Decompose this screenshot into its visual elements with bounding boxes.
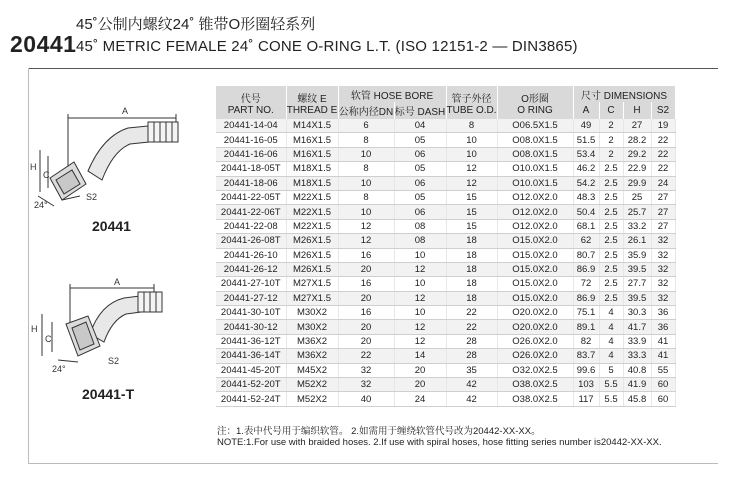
cell-a: 51.5 — [573, 133, 599, 147]
cell-part: 20441-22-08 — [216, 219, 286, 233]
cell-part: 20441-26-12 — [216, 262, 286, 276]
col-hose-bore: 软管 HOSE BORE — [338, 86, 446, 102]
cell-c: 2.5 — [599, 291, 623, 305]
angle-label-t: 24° — [52, 364, 66, 374]
fitting-drawing-20441 — [28, 96, 198, 216]
header-divider — [28, 68, 718, 69]
cell-s2: 36 — [651, 320, 675, 334]
title-chinese: 45˚公制内螺纹24˚ 锥带O形圈轻系列 — [76, 16, 316, 33]
cell-part: 20441-52-20T — [216, 378, 286, 392]
cell-tube: 15 — [446, 205, 497, 219]
cell-dash: 20 — [394, 363, 446, 377]
cell-c: 2.5 — [599, 234, 623, 248]
cell-s2: 32 — [651, 248, 675, 262]
cell-thread: M36X2 — [286, 334, 338, 348]
fitting-drawing-20441-t — [28, 276, 198, 376]
cell-dash: 20 — [394, 378, 446, 392]
dim-s2-label: S2 — [86, 192, 98, 202]
cell-h: 29.2 — [623, 147, 651, 161]
cell-h: 27.7 — [623, 277, 651, 291]
cell-oring: O12.0X2.0 — [497, 190, 573, 204]
dim-s2-label-t: S2 — [108, 356, 120, 366]
cell-s2: 22 — [651, 133, 675, 147]
cell-s2: 36 — [651, 306, 675, 320]
cell-dn: 10 — [338, 147, 394, 161]
cell-s2: 19 — [651, 119, 675, 133]
cell-tube: 18 — [446, 234, 497, 248]
cell-h: 39.5 — [623, 291, 651, 305]
cell-a: 82 — [573, 334, 599, 348]
cell-a: 48.3 — [573, 190, 599, 204]
cell-thread: M27X1.5 — [286, 291, 338, 305]
cell-part: 20441-52-24T — [216, 392, 286, 406]
cell-tube: 18 — [446, 291, 497, 305]
cell-h: 33.2 — [623, 219, 651, 233]
cell-oring: O10.0X1.5 — [497, 176, 573, 190]
cell-tube: 22 — [446, 320, 497, 334]
cell-tube: 18 — [446, 248, 497, 262]
cell-a: 50.4 — [573, 205, 599, 219]
cell-oring: O12.0X2.0 — [497, 219, 573, 233]
cell-a: 46.2 — [573, 162, 599, 176]
cell-tube: 42 — [446, 378, 497, 392]
cell-s2: 22 — [651, 162, 675, 176]
cell-tube: 10 — [446, 147, 497, 161]
cell-dash: 06 — [394, 205, 446, 219]
cell-h: 29.9 — [623, 176, 651, 190]
table-row — [216, 349, 675, 363]
cell-a: 72 — [573, 277, 599, 291]
table-row — [216, 306, 675, 320]
cell-dash: 10 — [394, 306, 446, 320]
cell-thread: M26X1.5 — [286, 248, 338, 262]
cell-tube: 18 — [446, 277, 497, 291]
cell-part: 20441-16-05 — [216, 133, 286, 147]
cell-thread: M52X2 — [286, 392, 338, 406]
cell-thread: M26X1.5 — [286, 262, 338, 276]
cell-dn: 8 — [338, 190, 394, 204]
cell-dash: 24 — [394, 392, 446, 406]
cell-s2: 22 — [651, 147, 675, 161]
cell-c: 2.5 — [599, 248, 623, 262]
cell-c: 5.5 — [599, 378, 623, 392]
cell-oring: O20.0X2.0 — [497, 306, 573, 320]
cell-s2: 27 — [651, 205, 675, 219]
cell-dn: 20 — [338, 291, 394, 305]
cell-dn: 40 — [338, 392, 394, 406]
cell-h: 40.8 — [623, 363, 651, 377]
cell-dash: 12 — [394, 320, 446, 334]
table-row — [216, 219, 675, 233]
cell-dn: 8 — [338, 162, 394, 176]
cell-part: 20441-22-05T — [216, 190, 286, 204]
cell-oring: O15.0X2.0 — [497, 262, 573, 276]
table-row — [216, 277, 675, 291]
note-chinese: 注：1.表中代号用于编织软管。 2.如需用于缠绕软管代号改为20442-XX-XX。 — [217, 426, 541, 437]
cell-h: 30.3 — [623, 306, 651, 320]
cell-dash: 12 — [394, 334, 446, 348]
cell-thread: M22X1.5 — [286, 190, 338, 204]
cell-oring: O20.0X2.0 — [497, 320, 573, 334]
cell-a: 86.9 — [573, 262, 599, 276]
cell-part: 20441-36-14T — [216, 349, 286, 363]
cell-oring: O10.0X1.5 — [497, 162, 573, 176]
col-a: A — [573, 102, 599, 119]
cell-oring: O15.0X2.0 — [497, 291, 573, 305]
dim-c-label-t: C — [45, 334, 52, 344]
cell-tube: 12 — [446, 176, 497, 190]
table-row — [216, 190, 675, 204]
cell-c: 4 — [599, 306, 623, 320]
cell-thread: M18X1.5 — [286, 176, 338, 190]
cell-part: 20441-18-06 — [216, 176, 286, 190]
cell-thread: M14X1.5 — [286, 119, 338, 133]
cell-tube: 12 — [446, 162, 497, 176]
cell-part: 20441-30-12 — [216, 320, 286, 334]
dim-a-label: A — [122, 106, 129, 116]
cell-c: 4 — [599, 334, 623, 348]
tube-header-en: TUBE O.D. — [446, 104, 497, 116]
cell-oring: O38.0X2.5 — [497, 392, 573, 406]
table-row — [216, 147, 675, 161]
cell-part: 20441-18-05T — [216, 162, 286, 176]
cell-c: 2.5 — [599, 162, 623, 176]
cell-thread: M26X1.5 — [286, 234, 338, 248]
cell-dn: 32 — [338, 363, 394, 377]
part-header-en: PART NO. — [227, 104, 274, 116]
dim-a-label-t: A — [114, 277, 121, 287]
cell-dn: 32 — [338, 378, 394, 392]
cell-c: 2 — [599, 147, 623, 161]
cell-thread: M30X2 — [286, 306, 338, 320]
cell-h: 41.7 — [623, 320, 651, 334]
title-english: 45˚ METRIC FEMALE 24˚ CONE O-RING L.T. (ISO 12151-2 — DIN3865) — [76, 38, 578, 55]
cell-a: 99.6 — [573, 363, 599, 377]
cell-dash: 12 — [394, 291, 446, 305]
table-row — [216, 176, 675, 190]
cell-oring: O06.5X1.5 — [497, 119, 573, 133]
table-row — [216, 392, 675, 406]
cell-a: 49 — [573, 119, 599, 133]
cell-s2: 55 — [651, 363, 675, 377]
cell-oring: O12.0X2.0 — [497, 205, 573, 219]
cell-c: 2.5 — [599, 176, 623, 190]
cell-s2: 24 — [651, 176, 675, 190]
table-row — [216, 334, 675, 348]
cell-s2: 60 — [651, 392, 675, 406]
cell-s2: 27 — [651, 190, 675, 204]
dim-h-label: H — [30, 162, 37, 172]
col-tube — [446, 86, 497, 119]
cell-tube: 28 — [446, 334, 497, 348]
figure-label-20441: 20441 — [92, 218, 131, 234]
cell-c: 2 — [599, 133, 623, 147]
cell-c: 4 — [599, 320, 623, 334]
cell-dn: 16 — [338, 248, 394, 262]
cell-c: 5 — [599, 363, 623, 377]
frame-bottom — [28, 463, 718, 464]
cell-h: 25 — [623, 190, 651, 204]
cell-tube: 15 — [446, 219, 497, 233]
cell-tube: 35 — [446, 363, 497, 377]
cell-thread: M45X2 — [286, 363, 338, 377]
cell-thread: M18X1.5 — [286, 162, 338, 176]
cell-thread: M30X2 — [286, 320, 338, 334]
cell-a: 86.9 — [573, 291, 599, 305]
table-row — [216, 234, 675, 248]
table-row — [216, 133, 675, 147]
figure-label-20441-t: 20441-T — [82, 386, 135, 402]
cell-tube: 28 — [446, 349, 497, 363]
cell-oring: O08.0X1.5 — [497, 147, 573, 161]
cell-s2: 32 — [651, 277, 675, 291]
spec-table — [216, 86, 676, 407]
cell-thread: M22X1.5 — [286, 219, 338, 233]
cell-a: 80.7 — [573, 248, 599, 262]
cell-dn: 12 — [338, 234, 394, 248]
cell-dn: 6 — [338, 119, 394, 133]
cell-a: 89.1 — [573, 320, 599, 334]
cell-c: 2.5 — [599, 190, 623, 204]
cell-part: 20441-27-10T — [216, 277, 286, 291]
cell-dash: 10 — [394, 277, 446, 291]
col-s2: S2 — [651, 102, 675, 119]
table-row — [216, 162, 675, 176]
cell-s2: 41 — [651, 334, 675, 348]
cell-c: 4 — [599, 349, 623, 363]
table-row — [216, 262, 675, 276]
cell-oring: O15.0X2.0 — [497, 234, 573, 248]
cell-dash: 08 — [394, 234, 446, 248]
cell-h: 33.3 — [623, 349, 651, 363]
angle-label: 24° — [34, 200, 48, 210]
table-row — [216, 119, 675, 133]
cell-dash: 05 — [394, 133, 446, 147]
cell-c: 2 — [599, 119, 623, 133]
cell-dash: 12 — [394, 262, 446, 276]
cell-tube: 8 — [446, 119, 497, 133]
cell-a: 83.7 — [573, 349, 599, 363]
cell-thread: M27X1.5 — [286, 277, 338, 291]
cell-h: 39.5 — [623, 262, 651, 276]
cell-dash: 10 — [394, 248, 446, 262]
cell-dn: 16 — [338, 306, 394, 320]
cell-c: 2.5 — [599, 262, 623, 276]
spec-table-body — [216, 119, 675, 406]
cell-dn: 20 — [338, 262, 394, 276]
cell-dn: 20 — [338, 320, 394, 334]
part-code: 20441 — [10, 31, 77, 57]
thread-header-cn: 螺纹 E — [297, 93, 327, 105]
cell-a: 117 — [573, 392, 599, 406]
cell-dash: 14 — [394, 349, 446, 363]
table-row — [216, 291, 675, 305]
cell-h: 41.9 — [623, 378, 651, 392]
cell-h: 28.2 — [623, 133, 651, 147]
col-part — [216, 86, 286, 119]
cell-part: 20441-14-04 — [216, 119, 286, 133]
cell-dash: 05 — [394, 162, 446, 176]
cell-part: 20441-45-20T — [216, 363, 286, 377]
cell-h: 27 — [623, 119, 651, 133]
cell-h: 33.9 — [623, 334, 651, 348]
cell-a: 68.1 — [573, 219, 599, 233]
cell-h: 25.7 — [623, 205, 651, 219]
cell-thread: M16X1.5 — [286, 147, 338, 161]
table-row — [216, 378, 675, 392]
cell-dash: 05 — [394, 190, 446, 204]
cell-part: 20441-27-12 — [216, 291, 286, 305]
col-dash: 标号 DASH — [394, 102, 446, 119]
col-dn: 公称内径DN — [338, 102, 394, 119]
col-dimensions: 尺寸 DIMENSIONS — [573, 86, 675, 102]
cell-tube: 22 — [446, 306, 497, 320]
cell-thread: M36X2 — [286, 349, 338, 363]
cell-oring: O08.0X1.5 — [497, 133, 573, 147]
col-thread — [286, 86, 338, 119]
cell-s2: 60 — [651, 378, 675, 392]
cell-dash: 08 — [394, 219, 446, 233]
cell-thread: M22X1.5 — [286, 205, 338, 219]
cell-h: 45.8 — [623, 392, 651, 406]
cell-c: 2.5 — [599, 277, 623, 291]
cell-h: 26.1 — [623, 234, 651, 248]
cell-h: 22.9 — [623, 162, 651, 176]
table-row — [216, 205, 675, 219]
part-header-cn: 代号 — [240, 93, 261, 105]
cell-tube: 18 — [446, 262, 497, 276]
table-row — [216, 320, 675, 334]
cell-part: 20441-26-10 — [216, 248, 286, 262]
cell-h: 35.9 — [623, 248, 651, 262]
cell-dn: 10 — [338, 205, 394, 219]
cell-a: 54.2 — [573, 176, 599, 190]
cell-tube: 15 — [446, 190, 497, 204]
cell-s2: 32 — [651, 291, 675, 305]
cell-part: 20441-22-06T — [216, 205, 286, 219]
cell-dn: 16 — [338, 277, 394, 291]
cell-dn: 20 — [338, 334, 394, 348]
cell-s2: 27 — [651, 219, 675, 233]
cell-dn: 22 — [338, 349, 394, 363]
cell-part: 20441-16-06 — [216, 147, 286, 161]
cell-part: 20441-26-08T — [216, 234, 286, 248]
oring-header-cn: O形圈 — [521, 93, 549, 105]
cell-part: 20441-30-10T — [216, 306, 286, 320]
cell-dash: 06 — [394, 176, 446, 190]
cell-s2: 32 — [651, 234, 675, 248]
cell-a: 75.1 — [573, 306, 599, 320]
cell-oring: O15.0X2.0 — [497, 248, 573, 262]
cell-tube: 10 — [446, 133, 497, 147]
cell-c: 2.5 — [599, 205, 623, 219]
dim-h-label-t: H — [31, 324, 38, 334]
cell-tube: 42 — [446, 392, 497, 406]
cell-dn: 12 — [338, 219, 394, 233]
cell-c: 2.5 — [599, 219, 623, 233]
cell-s2: 32 — [651, 262, 675, 276]
tube-header-cn: 管子外径 — [451, 93, 492, 105]
cell-s2: 41 — [651, 349, 675, 363]
cell-thread: M52X2 — [286, 378, 338, 392]
cell-a: 62 — [573, 234, 599, 248]
cell-oring: O26.0X2.0 — [497, 334, 573, 348]
oring-header-en: O RING — [517, 104, 553, 116]
col-h: H — [623, 102, 651, 119]
cell-a: 53.4 — [573, 147, 599, 161]
table-row — [216, 363, 675, 377]
cell-thread: M16X1.5 — [286, 133, 338, 147]
cell-oring: O26.0X2.0 — [497, 349, 573, 363]
col-c: C — [599, 102, 623, 119]
cell-a: 103 — [573, 378, 599, 392]
table-row — [216, 248, 675, 262]
cell-part: 20441-36-12T — [216, 334, 286, 348]
dim-c-label: C — [43, 170, 50, 180]
cell-dash: 04 — [394, 119, 446, 133]
cell-oring: O15.0X2.0 — [497, 277, 573, 291]
cell-c: 5.5 — [599, 392, 623, 406]
cell-dash: 06 — [394, 147, 446, 161]
note-english: NOTE:1.For use with braided hoses. 2.If use with spiral hoses, hose fitting series number is20442-XX-XX. — [217, 437, 662, 448]
cell-dn: 8 — [338, 133, 394, 147]
cell-oring: O32.0X2.5 — [497, 363, 573, 377]
cell-oring: O38.0X2.5 — [497, 378, 573, 392]
cell-dn: 10 — [338, 176, 394, 190]
thread-header-en: THREAD E — [286, 104, 338, 116]
col-oring — [497, 86, 573, 119]
